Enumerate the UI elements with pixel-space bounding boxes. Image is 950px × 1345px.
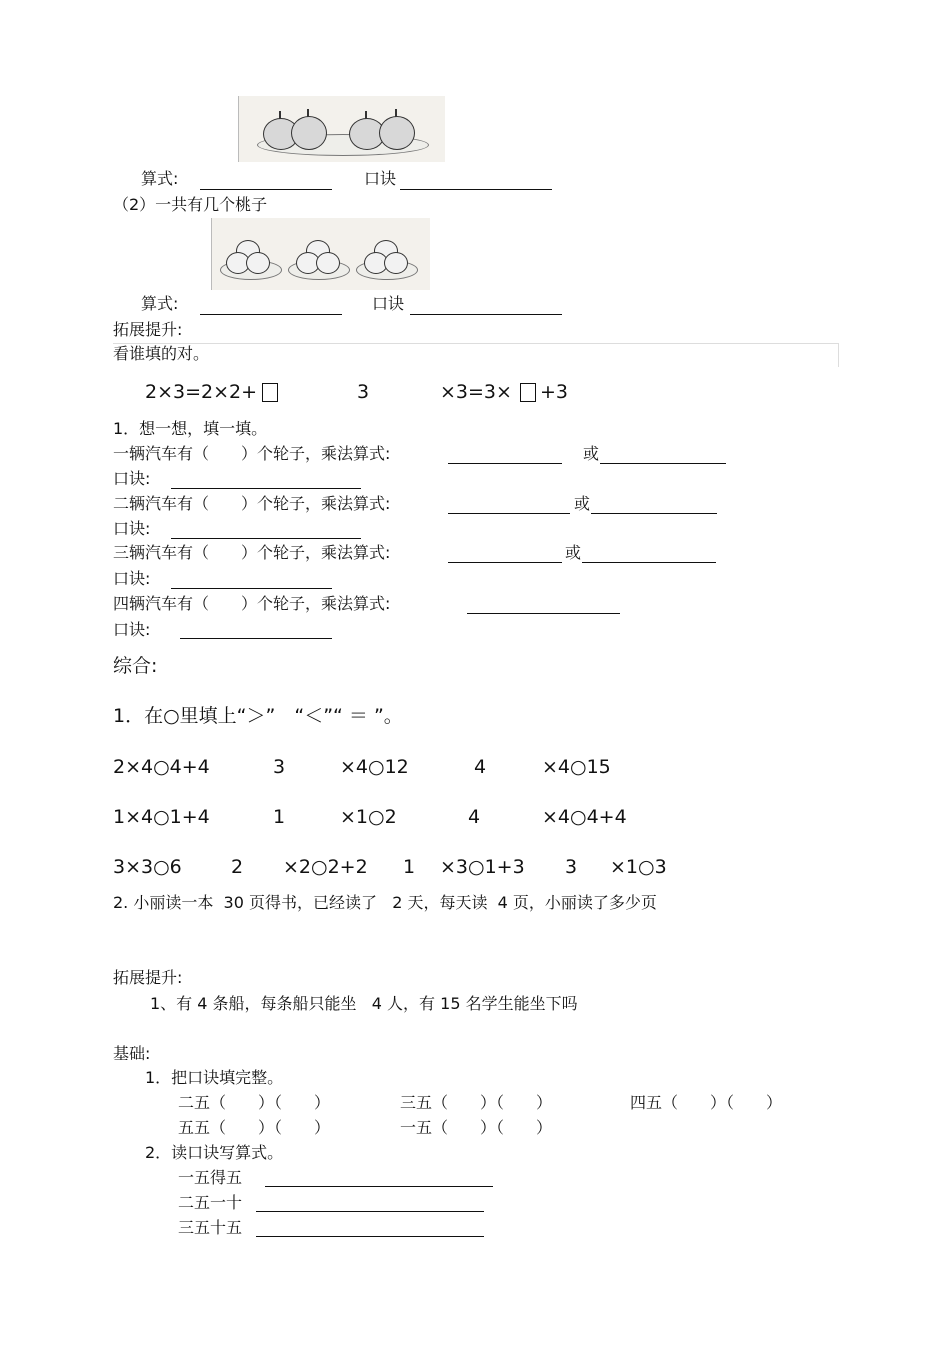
rhyme-label: 口诀: (113, 620, 151, 639)
rhyme-item: 三五十五 (178, 1218, 243, 1237)
formula-blank[interactable] (591, 513, 717, 514)
apple (379, 116, 415, 150)
rhyme-fill: 四五（ ）（ ） (630, 1093, 783, 1112)
compare-item: ×4○4+4 (542, 806, 627, 828)
formula-label: 算式: (141, 169, 179, 188)
formula-blank[interactable] (256, 1236, 484, 1237)
rhyme-item: 二五一十 (178, 1193, 243, 1212)
rhyme-blank[interactable] (180, 638, 332, 639)
formula-blank[interactable] (582, 562, 716, 563)
compare-item: ×4○12 (340, 756, 409, 778)
basics-q2: 2．读口诀写算式。 (145, 1143, 284, 1162)
formula-blank[interactable] (256, 1211, 484, 1212)
formula-blank[interactable] (448, 562, 562, 563)
compare-item: 3 (565, 856, 578, 878)
compare-item: ×1○3 (610, 856, 667, 878)
compare-item: 4 (474, 756, 487, 778)
apple-stem (279, 111, 281, 119)
apples-picture (238, 96, 445, 162)
rhyme-label: 口诀 (364, 169, 397, 188)
car-row: 三辆汽车有（ ）个轮子，乘法算式: (113, 543, 391, 562)
apple-stem (307, 109, 309, 117)
compare-item: 3 (273, 756, 286, 778)
formula-blank[interactable] (600, 463, 726, 464)
rhyme-blank[interactable] (400, 189, 552, 190)
formula-blank[interactable] (467, 613, 620, 614)
compare-item: 1 (403, 856, 416, 878)
extend-heading: 拓展提升: (113, 320, 183, 339)
boat-question: 1、有 4 条船，每条船只能坐 4 人，有 15 名学生能坐下吗 (150, 994, 578, 1013)
peach (316, 252, 340, 274)
rhyme-label: 口诀: (113, 519, 151, 538)
or-label: 或 (565, 543, 582, 562)
formula-blank[interactable] (448, 463, 562, 464)
comprehensive-heading: 综合: (113, 655, 158, 677)
basics-q1: 1．把口诀填完整。 (145, 1068, 284, 1087)
rhyme-blank[interactable] (171, 588, 332, 589)
rhyme-blank[interactable] (410, 314, 562, 315)
rhyme-blank[interactable] (171, 538, 361, 539)
answer-box[interactable] (262, 383, 278, 402)
rhyme-label: 口诀: (113, 469, 151, 488)
equation-b-number: 3 (357, 381, 370, 403)
formula-blank[interactable] (200, 314, 342, 315)
or-label: 或 (574, 494, 591, 513)
rhyme-fill: 二五（ ）（ ） (178, 1093, 331, 1112)
equation-b-tail: +3 (540, 381, 569, 403)
compare-item: ×4○15 (542, 756, 611, 778)
formula-blank[interactable] (200, 189, 332, 190)
answer-box[interactable] (520, 383, 536, 402)
equation-a: 2×3=2×2+ (145, 381, 258, 403)
apple (291, 116, 327, 150)
compare-item: ×1○2 (340, 806, 397, 828)
rhyme-fill: 一五（ ）（ ） (400, 1118, 553, 1137)
formula-blank[interactable] (448, 513, 570, 514)
compare-item: 2×4○4+4 (113, 756, 210, 778)
rhyme-label: 口诀 (372, 294, 405, 313)
formula-label: 算式: (141, 294, 179, 313)
compare-item: ×3○1+3 (440, 856, 525, 878)
extend-instruction: 看谁填的对。 (113, 344, 210, 363)
car-row: 二辆汽车有（ ）个轮子，乘法算式: (113, 494, 391, 513)
peach (384, 252, 408, 274)
rhyme-fill: 五五（ ）（ ） (178, 1118, 331, 1137)
equation-b: ×3=3× (440, 381, 512, 403)
compare-item: 2 (231, 856, 244, 878)
apple-stem (395, 109, 397, 117)
rhyme-fill: 三五（ ）（ ） (400, 1093, 553, 1112)
divider (838, 343, 839, 367)
extend-heading: 拓展提升: (113, 968, 183, 987)
formula-blank[interactable] (265, 1186, 493, 1187)
apple-stem (365, 111, 367, 119)
compare-item: 1 (273, 806, 286, 828)
compare-item: 1×4○1+4 (113, 806, 210, 828)
or-label: 或 (583, 444, 600, 463)
cars-title: 1．想一想，填一填。 (113, 419, 268, 438)
car-row: 一辆汽车有（ ）个轮子，乘法算式: (113, 444, 391, 463)
peach (246, 252, 270, 274)
peaches-picture (211, 218, 430, 290)
rhyme-item: 一五得五 (178, 1168, 243, 1187)
peach-question: （2）一共有几个桃子 (113, 195, 268, 214)
compare-item: 4 (468, 806, 481, 828)
compare-item: ×2○2+2 (283, 856, 368, 878)
basics-heading: 基础: (113, 1044, 151, 1063)
car-row: 四辆汽车有（ ）个轮子，乘法算式: (113, 594, 391, 613)
comprehensive-q1: 1．在○里填上“＞” “＜”“ ＝ ”。 (113, 705, 403, 727)
rhyme-blank[interactable] (171, 488, 361, 489)
divider (113, 343, 838, 344)
compare-item: 3×3○6 (113, 856, 182, 878)
rhyme-label: 口诀: (113, 569, 151, 588)
comprehensive-q2: 2. 小丽读一本 30 页得书，已经读了 2 天，每天读 4 页，小丽读了多少页 (113, 893, 657, 912)
